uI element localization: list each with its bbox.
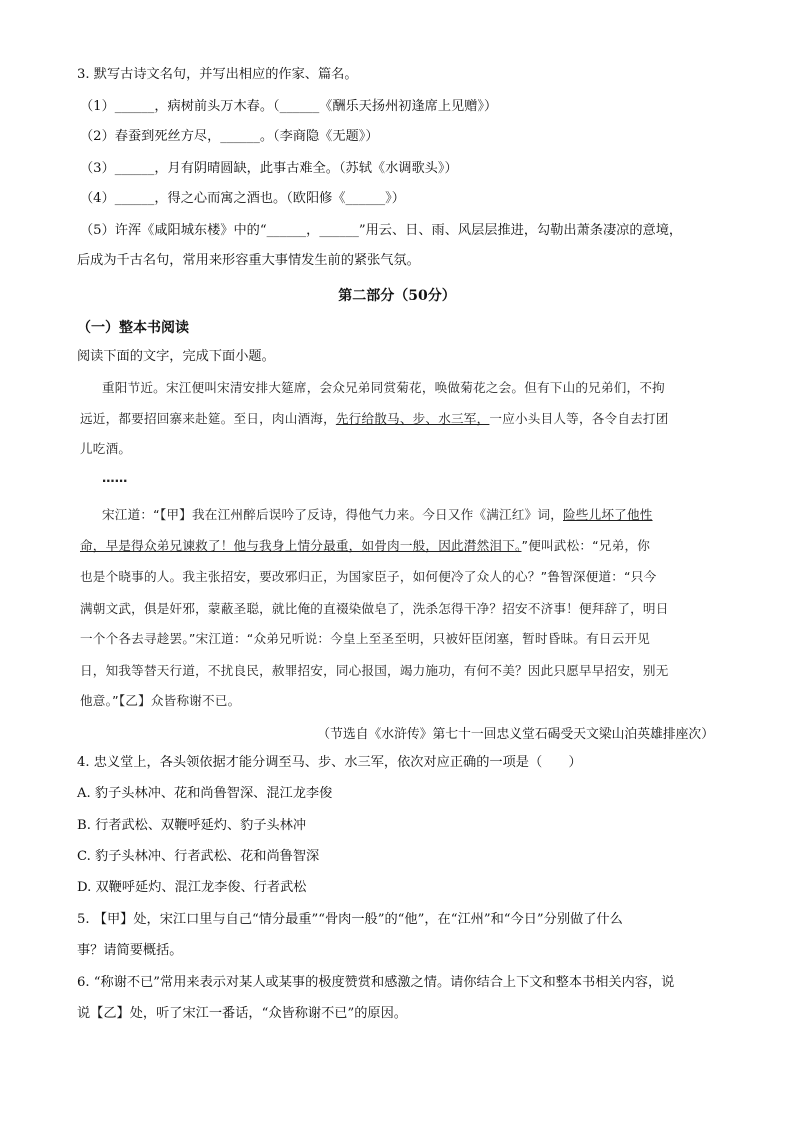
q3-title: 3. 默写古诗文名句，并写出相应的作家、篇名。 xyxy=(77,67,358,82)
q3-item-4: （4）______，得之心而寓之酒也。（欧阳修《______》） xyxy=(80,191,405,206)
passage-line: 也是个晓事的人。我主张招安，要改邪归正，为国家臣子，如何便冷了众人的心？”鲁智深便道：“只今 xyxy=(80,569,657,584)
underlined-phrase: 险些儿坏了他性 xyxy=(563,507,653,522)
q3-item-1: （1）______，病树前头万木春。（______《酬乐天扬州初逢席上见赠》） xyxy=(80,99,498,114)
option-c: C. 豹子头林冲、行者武松、花和尚鲁智深 xyxy=(77,849,320,864)
q3-item-3: （3）______，月有阴晴圆缺，此事古难全。（苏轼《水调歌头》） xyxy=(80,161,458,176)
section-title: （一）整本书阅读 xyxy=(77,320,189,336)
question-6-cont: 说【乙】处，听了宋江一番话，“众皆称谢不已”的原因。 xyxy=(77,1006,407,1021)
underlined-phrase: 命，早是得众弟兄谏救了！他与我身上情分最重，如骨肉一般，因此潸然泪下。 xyxy=(80,538,522,553)
passage-text: 宋江道：“【甲】我在江州醉后误吟了反诗，得他气力来。今日又作《满江红》词， xyxy=(102,507,563,522)
option-d: D. 双鞭呼延灼、混江龙李俊、行者武松 xyxy=(77,880,307,895)
ellipsis: …… xyxy=(102,470,128,485)
passage-line: 他意。”【乙】众皆称谢不已。 xyxy=(80,693,241,708)
passage-text: 远近，都要招回寨来赴筵。至日，肉山酒海， xyxy=(80,411,336,426)
q3-item-2: （2）春蚕到死丝方尽，______。（李商隐《无题》） xyxy=(80,129,379,144)
option-b: B. 行者武松、双鞭呼延灼、豹子头林冲 xyxy=(77,818,307,833)
passage-line: 日，知我等替天行道，不扰良民，赦罪招安，同心报国，竭力施功，有何不美？因此只愿早早招安，别无 xyxy=(80,663,669,678)
question-5: 5. 【甲】处，宋江口里与自己“情分最重”“骨肉一般”的“他”，在“江州”和“今日”分别做了什么 xyxy=(77,912,623,927)
passage-text: ”便叫武松：“兄弟，你 xyxy=(521,538,651,553)
passage-text: 重阳节近。宋江便叫宋清安排大筵席，会众兄弟同赏菊花，唤做菊花之会。但有下山的兄弟们，不拘 xyxy=(102,380,665,395)
underlined-phrase: 先行给散马、步、水三军， xyxy=(335,411,490,426)
passage-text: 一应小头目人等，各令自去打团 xyxy=(489,411,669,426)
passage-line: 满朝文武，俱是奸邪，蒙蔽圣聪，就比俺的直裰染做皂了，洗杀怎得干净？招安不济事！便拜辞了，明日 xyxy=(80,601,669,616)
instruction: 阅读下面的文字，完成下面小题。 xyxy=(77,349,275,364)
question-5-cont: 事？请简要概括。 xyxy=(77,943,183,958)
part-heading: 第二部分（50分） xyxy=(338,288,456,304)
passage-line xyxy=(80,410,720,428)
q3-item-5-cont: 后成为千古名句，常用来形容重大事情发生前的紧张气氛。 xyxy=(77,253,420,268)
passage-source: （节选自《水浒传》第七十一回忠义堂石碣受天文梁山泊英雄排座次） xyxy=(317,727,714,742)
option-a: A. 豹子头林冲、花和尚鲁智深、混江龙李俊 xyxy=(77,786,333,801)
passage-line xyxy=(80,537,720,555)
q3-item-5: （5）许浑《咸阳城东楼》中的“______，______”用云、日、雨、风层层推进，勾勒出萧条凄凉的意境， xyxy=(80,223,683,238)
passage-line xyxy=(80,379,720,397)
question-6: 6. “称谢不已”常用来表示对某人或某事的极度赞赏和感激之情。请你结合上下文和整本书相关内容，说 xyxy=(77,975,675,990)
passage-line: 儿吃酒。 xyxy=(80,441,132,456)
passage-line: 一个个各去寻趁罢。”宋江道：“众弟兄听说：今皇上至圣至明，只被奸臣闭塞，暂时昏昧。有日云开见 xyxy=(80,631,651,646)
question-4: 4. 忠义堂上，各头领依据才能分调至马、步、水三军，依次对应正确的一项是（ ） xyxy=(77,755,582,770)
passage-line xyxy=(80,506,720,524)
